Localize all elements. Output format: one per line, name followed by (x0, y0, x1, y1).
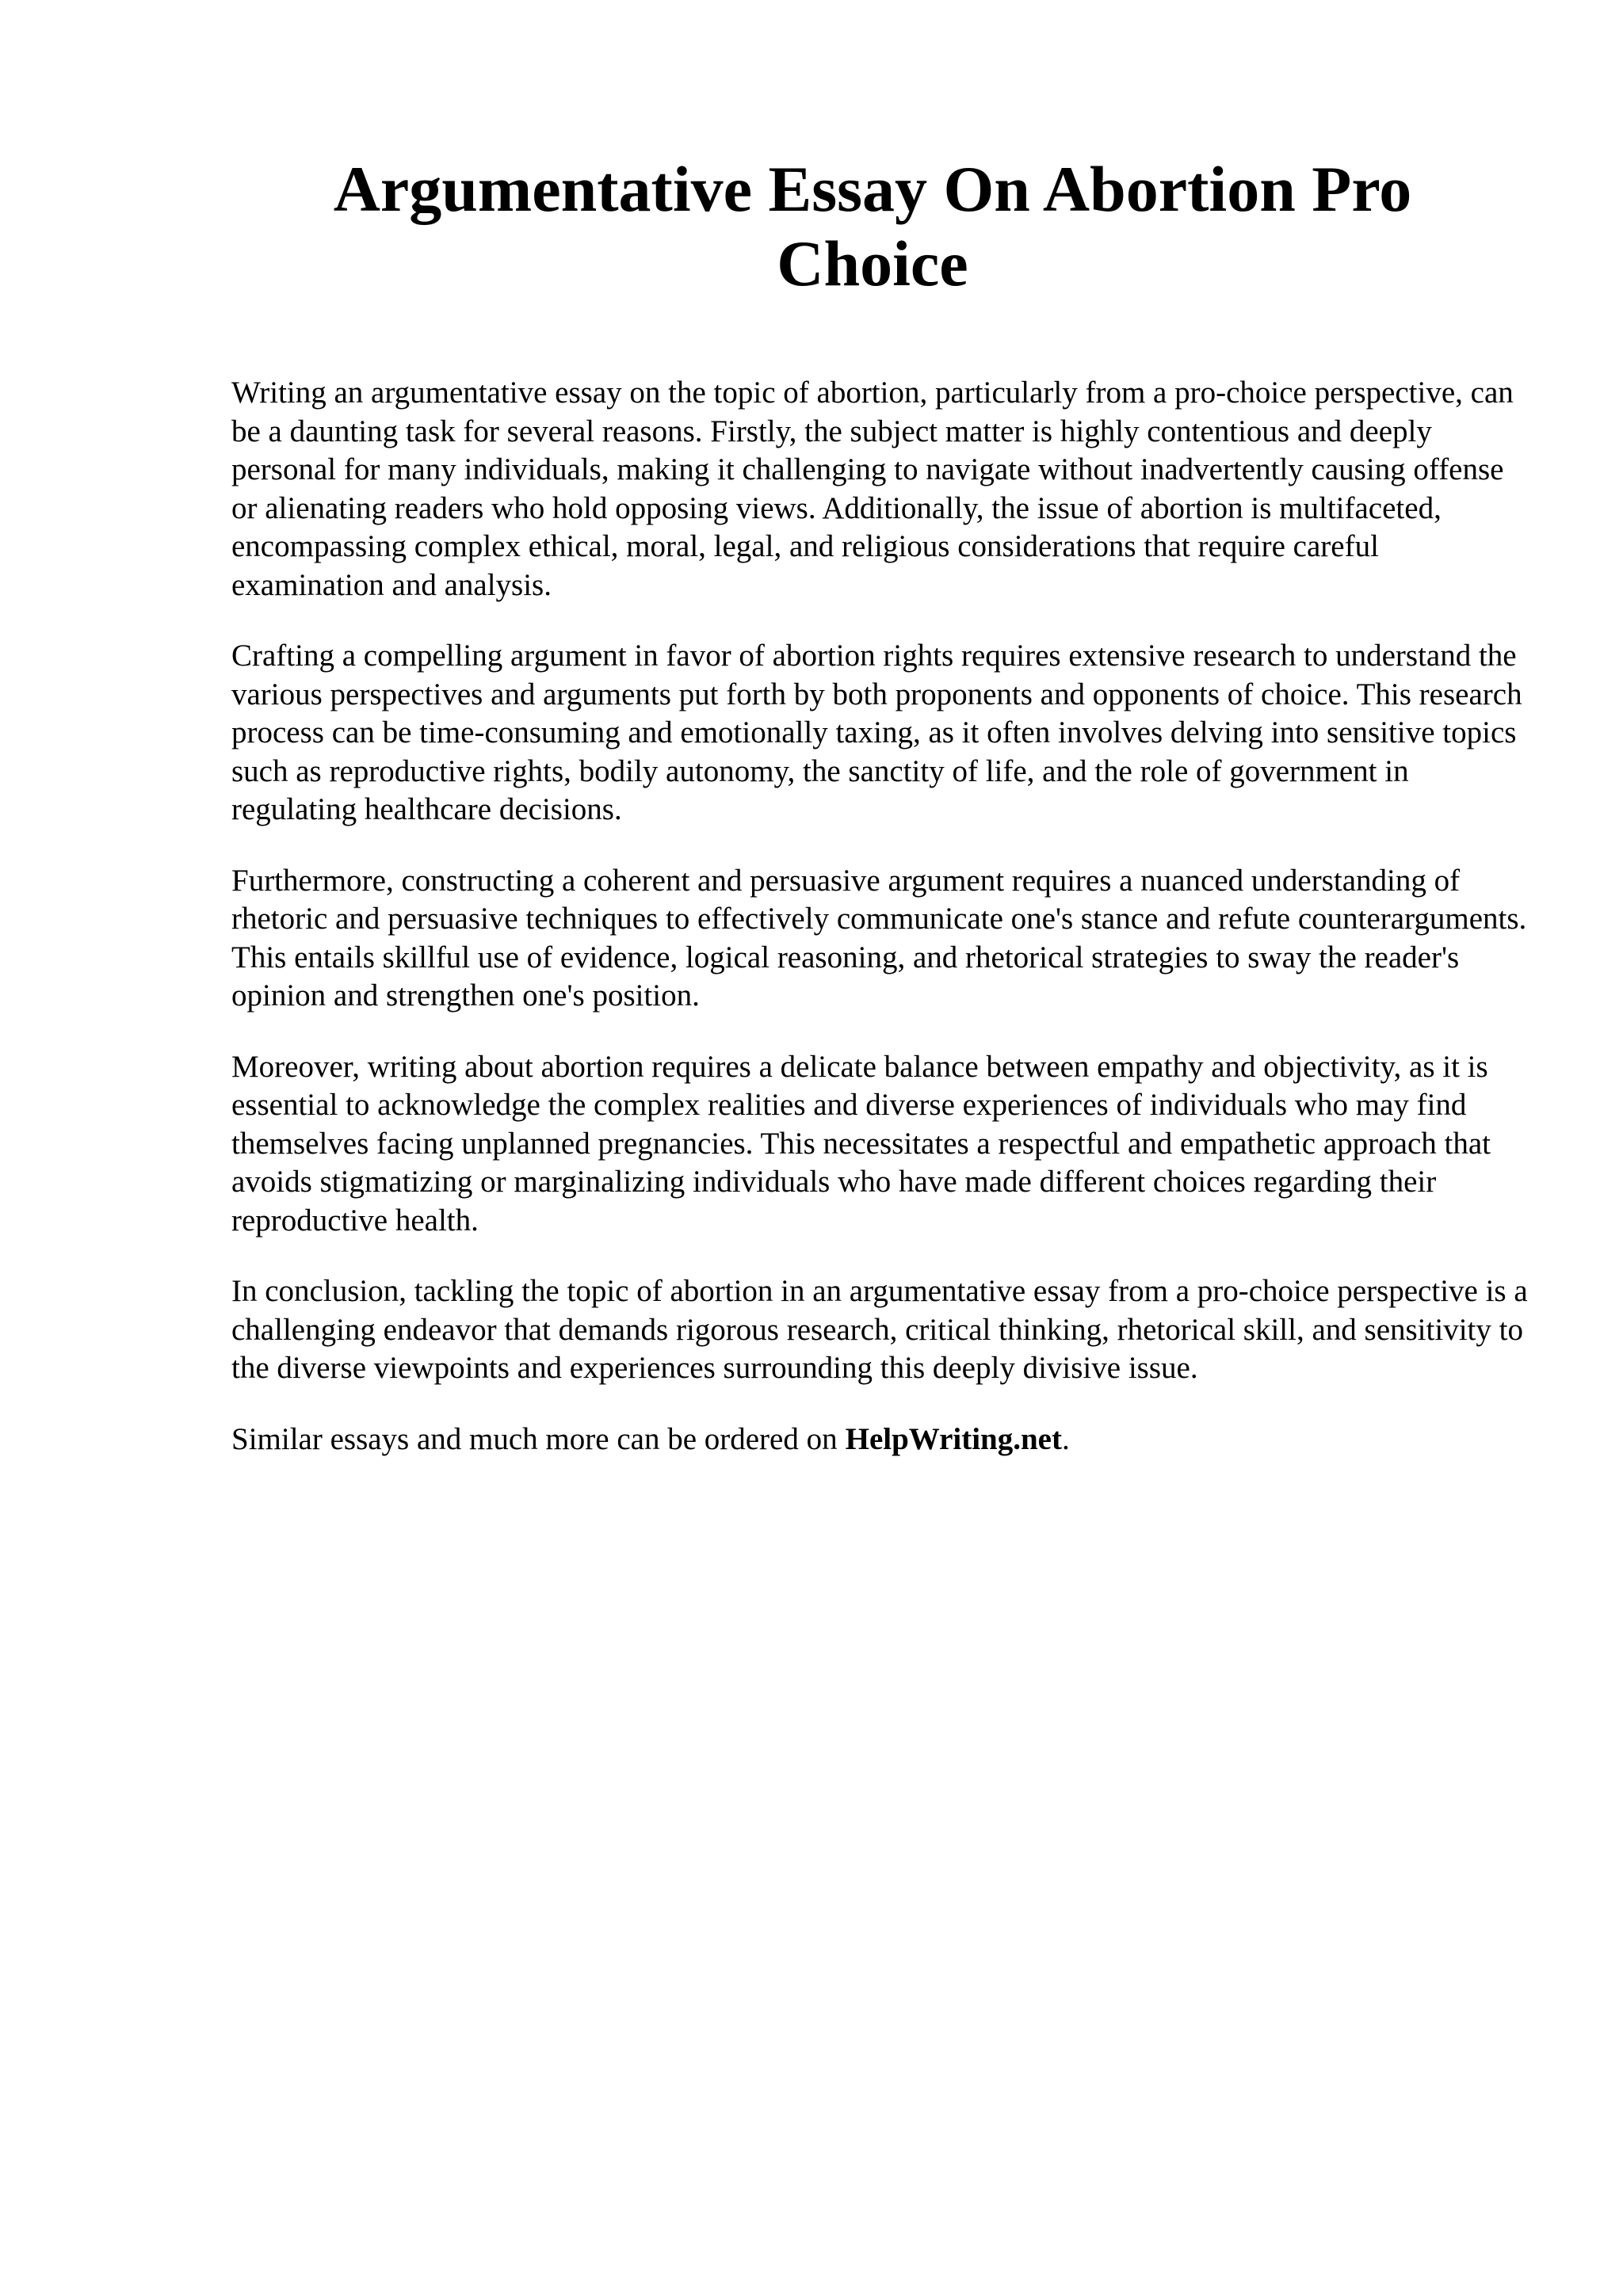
paragraph-empathy: Moreover, writing about abortion requires a delicate balance between empathy and objectivity, as it is essential to acknowledge the complex realities and diverse experiences of individuals who may find themselves facing unplanned pregnancies. This necessitates a respectful and empathetic approach that avoids stigmatizing or marginalizing individuals who have made different choices regarding their reproductive health. (231, 1049, 1491, 1238)
document-title: Argumentative Essay On Abortion Pro Choice (333, 153, 1412, 299)
footer-line (231, 1421, 1531, 1459)
paragraph-intro: Writing an argumentative essay on the topic of abortion, particularly from a pro-choice perspective, can be a daunting task for several reasons. Firstly, the subject matter is highly contentious and deeply personal for many individuals, making it challenging to navigate without inadvertently causing offense or alienating readers who hold opposing views. Additionally, the issue of abortion is multifaceted, encompassing complex ethical, moral, legal, and religious considerations that require careful examination and analysis. (231, 376, 1514, 602)
paragraph-research: Crafting a compelling argument in favor of abortion rights requires extensive research to understand the various perspectives and arguments put forth by both proponents and opponents of choice. This research process can be time-consuming and emotionally taxing, as it often involves delving into sensitive topics such as reproductive rights, bodily autonomy, the sanctity of life, and the role of government in regulating healthcare decisions. (231, 639, 1522, 826)
footer-prefix: Similar essays and much more can be ordered on (231, 1421, 838, 1456)
helpwriting-link[interactable]: HelpWriting.net (845, 1421, 1062, 1456)
essay-body (231, 374, 1531, 1491)
paragraph-conclusion: In conclusion, tackling the topic of abortion in an argumentative essay from a pro-choice perspective is a challenging endeavor that demands rigorous research, critical thinking, rhetorical skill, and sensitivity to the diverse viewpoints and experiences surrounding this deeply divisive issue. (231, 1274, 1528, 1385)
footer-suffix: . (1061, 1421, 1070, 1456)
paragraph-rhetoric: Furthermore, constructing a coherent and persuasive argument requires a nuanced understanding of rhetoric and persuasive techniques to effectively communicate one's stance and refute counterarguments. This entails skillful use of evidence, logical reasoning, and rhetorical strategies to sway the reader's opinion and strengthen one's position. (231, 863, 1527, 1013)
